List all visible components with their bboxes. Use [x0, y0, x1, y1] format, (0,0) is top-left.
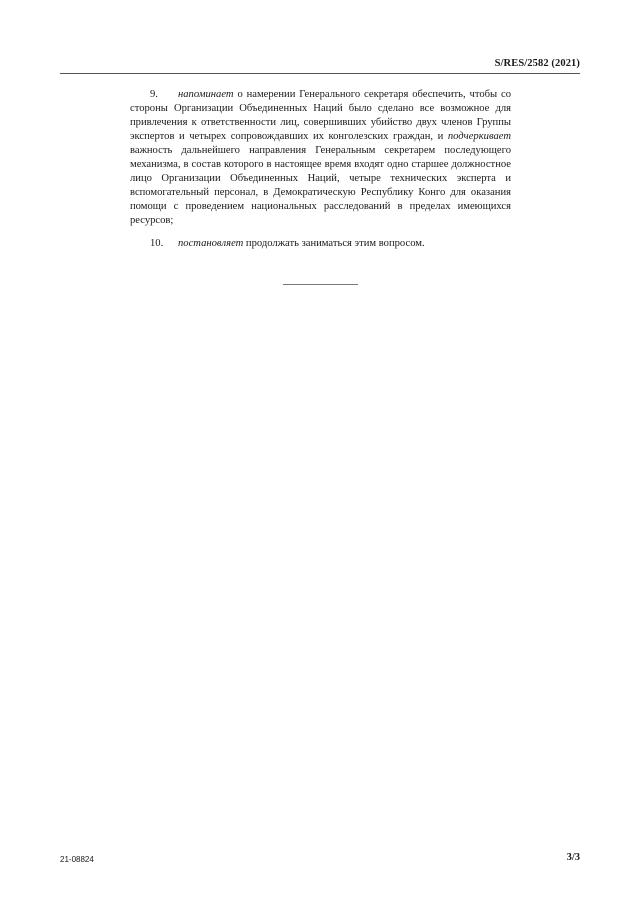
- operative-verb: постановляет: [178, 238, 244, 249]
- paragraph-number: 9.: [150, 89, 158, 100]
- paragraph-number: 10.: [150, 238, 164, 249]
- document-body: [130, 88, 511, 260]
- job-number: 21-08824: [60, 855, 94, 864]
- document-symbol: S/RES/2582 (2021): [494, 58, 580, 69]
- page-number: 3/3: [566, 852, 580, 863]
- paragraph-9: [130, 88, 511, 228]
- end-of-document-rule: [283, 284, 358, 285]
- operative-verb: напоминает: [178, 89, 234, 100]
- paragraph-text: продолжать заниматься этим вопросом.: [243, 238, 425, 249]
- paragraph-text-2: важность дальнейшего направления Генеральным секретарем последующего механизма, в состав которого в настоящее время входят одно старшее должностное лицо Организации Объединенных Наций, четыре технических эксперта и вспомогательный персонал, в Демократическую Республику Конго для оказания помощи с проведением национальных расследований в пределах имеющихся ресурсов;: [130, 145, 511, 226]
- header-divider: [60, 73, 580, 74]
- paragraph-text: о намерении Генерального секретаря обеспечить, чтобы со стороны Организации Объединенных Наций было сделано все возможное для привлечения к ответственности лиц, совершивших убийство двух членов Группы экспертов и четырех сопровождавших их конголезских граждан, и: [130, 89, 511, 142]
- operative-verb-2: подчеркивает: [447, 131, 511, 142]
- paragraph-10: [130, 237, 511, 251]
